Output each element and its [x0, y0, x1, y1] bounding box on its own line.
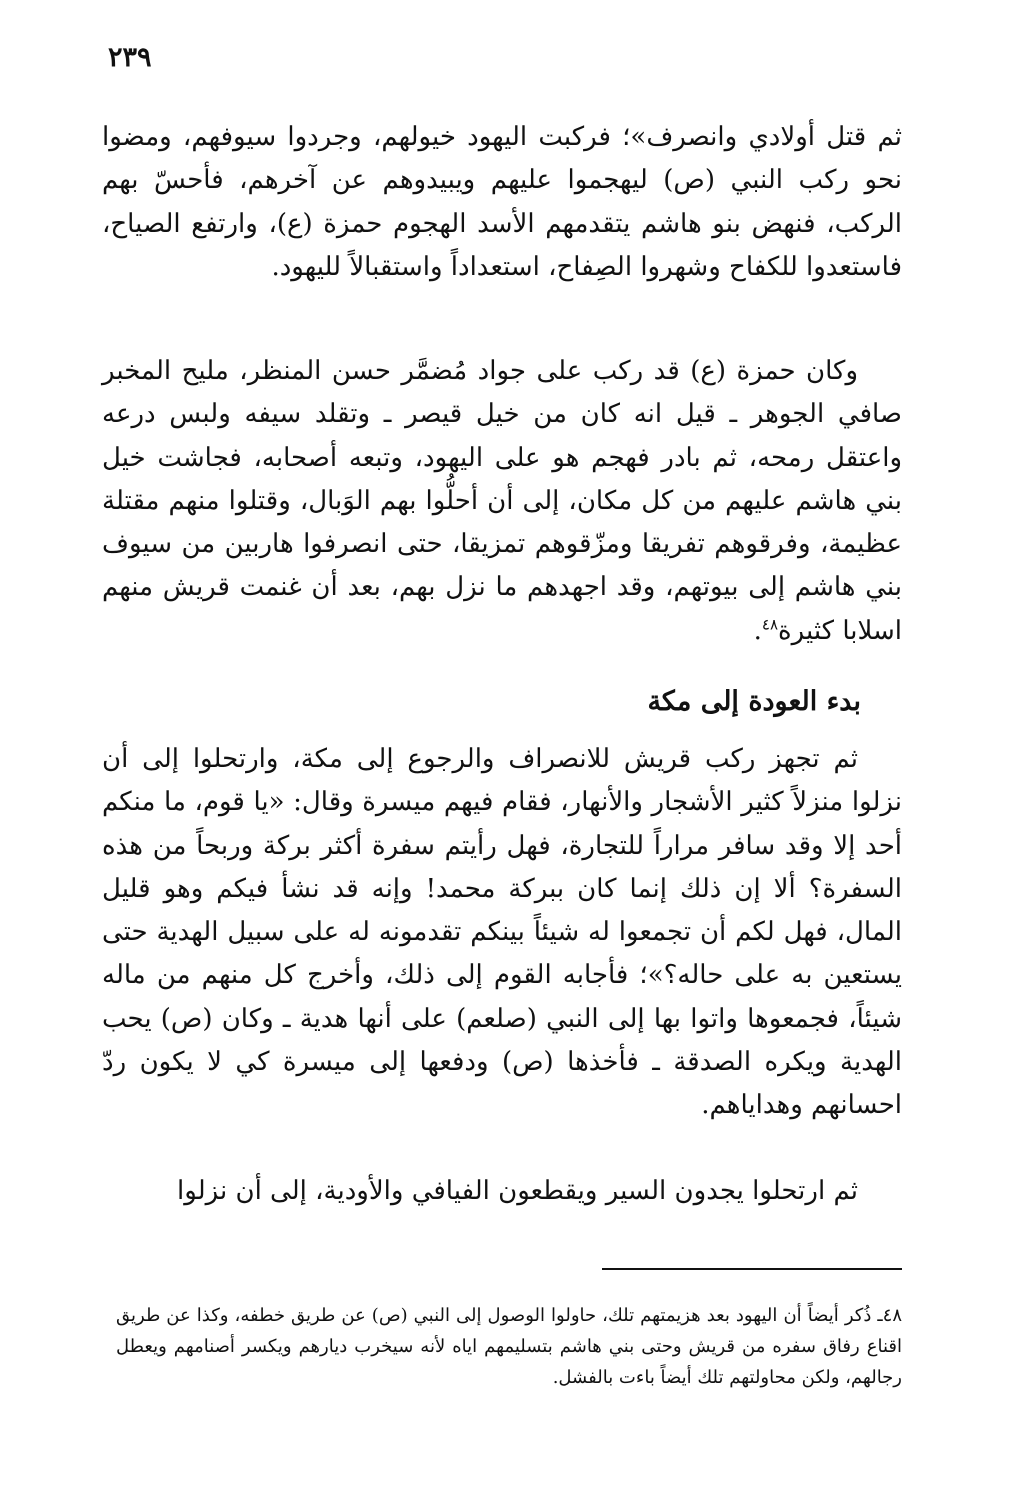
footnote-reference[interactable]: ٤٨ — [761, 615, 779, 634]
paragraph-2-end: . — [753, 615, 762, 646]
footnote-divider — [602, 1268, 902, 1270]
section-heading: بدء العودة إلى مكة — [647, 686, 861, 717]
paragraph-2 — [102, 350, 902, 653]
footnote: ٤٨ـ ذُكر أيضاً أن اليهود بعد هزيمتهم تلك، حاولوا الوصول إلى النبي (ص) عن طريق خطفه، وكذا عن طريق اقناع رفاق سفره من قريش وحتى بني هاشم بتسليمهم اياه لأنه سيخرب ديارهم ويكسر أصنامهم ويعطل رجالهم، ولكن محاولتهم تلك أيضاً باءت بالفشل. — [116, 1305, 903, 1388]
page-number: ٢٣٩ — [108, 42, 152, 73]
paragraph-1: ثم قتل أولادي وانصرف»؛ فركبت اليهود خيولهم، وجردوا سيوفهم، ومضوا نحو ركب النبي (ص) ليهجموا عليهم ويبيدوهم عن آخرهم، فأحسّ بهم الركب، فنهض بنو هاشم يتقدمهم الأسد الهجوم حمزة (ع)، وارتفع الصياح، فاستعدوا للكفاح وشهروا الصِفاح، استعداداً واستقبالاً لليهود. — [102, 122, 902, 282]
paragraph-3: ثم تجهز ركب قريش للانصراف والرجوع إلى مكة، وارتحلوا إلى أن نزلوا منزلاً كثير الأشجار والأنهار، فقام فيهم ميسرة وقال: «يا قوم، ما منكم أحد إلا وقد سافر مراراً للتجارة، فهل رأيتم سفرة أكثر بركة وربحاً من هذه السفرة؟ ألا إن ذلك إنما كان ببركة محمد! وإنه قد نشأ فيكم وهو قليل المال، فهل لكم أن تجمعوا له شيئاً بينكم تقدمونه له على سبيل الهدية حتى يستعين به على حاله؟»؛ فأجابه القوم إلى ذلك، وأخرج كل منهم من ماله شيئاً، فجمعوها واتوا بها إلى النبي (صلعم) على أنها هدية ـ وكان (ص) يحب الهدية ويكره الصدقة ـ فأخذها (ص) ودفعها إلى ميسرة كي لا يكون ردّ احسانهم وهداياهم. — [102, 744, 902, 1121]
paragraph-2-text: وكان حمزة (ع) قد ركب على جواد مُضمَّر حسن المنظر، مليح المخبر صافي الجوهر ـ قيل انه كان من خيل قيصر ـ وتقلد سيفه ولبس درعه واعتقل رمحه، ثم بادر فهجم هو على اليهود، وتبعه أصحابه، فجاشت خيل بني هاشم عليهم من كل مكان، إلى أن أحلُّوا بهم الوَبال، وقتلوا منهم مقتلة عظيمة، وفرقوهم تفريقا ومزّقوهم تمزيقا، حتى انصرفوا هاربين من سيوف بني هاشم إلى بيوتهم، وقد اجهدهم ما نزل بهم، بعد أن غنمت قريش منهم اسلابا كثيرة — [102, 356, 902, 646]
paragraph-4: ثم ارتحلوا يجدون السير ويقطعون الفيافي والأودية، إلى أن نزلوا — [177, 1176, 858, 1206]
